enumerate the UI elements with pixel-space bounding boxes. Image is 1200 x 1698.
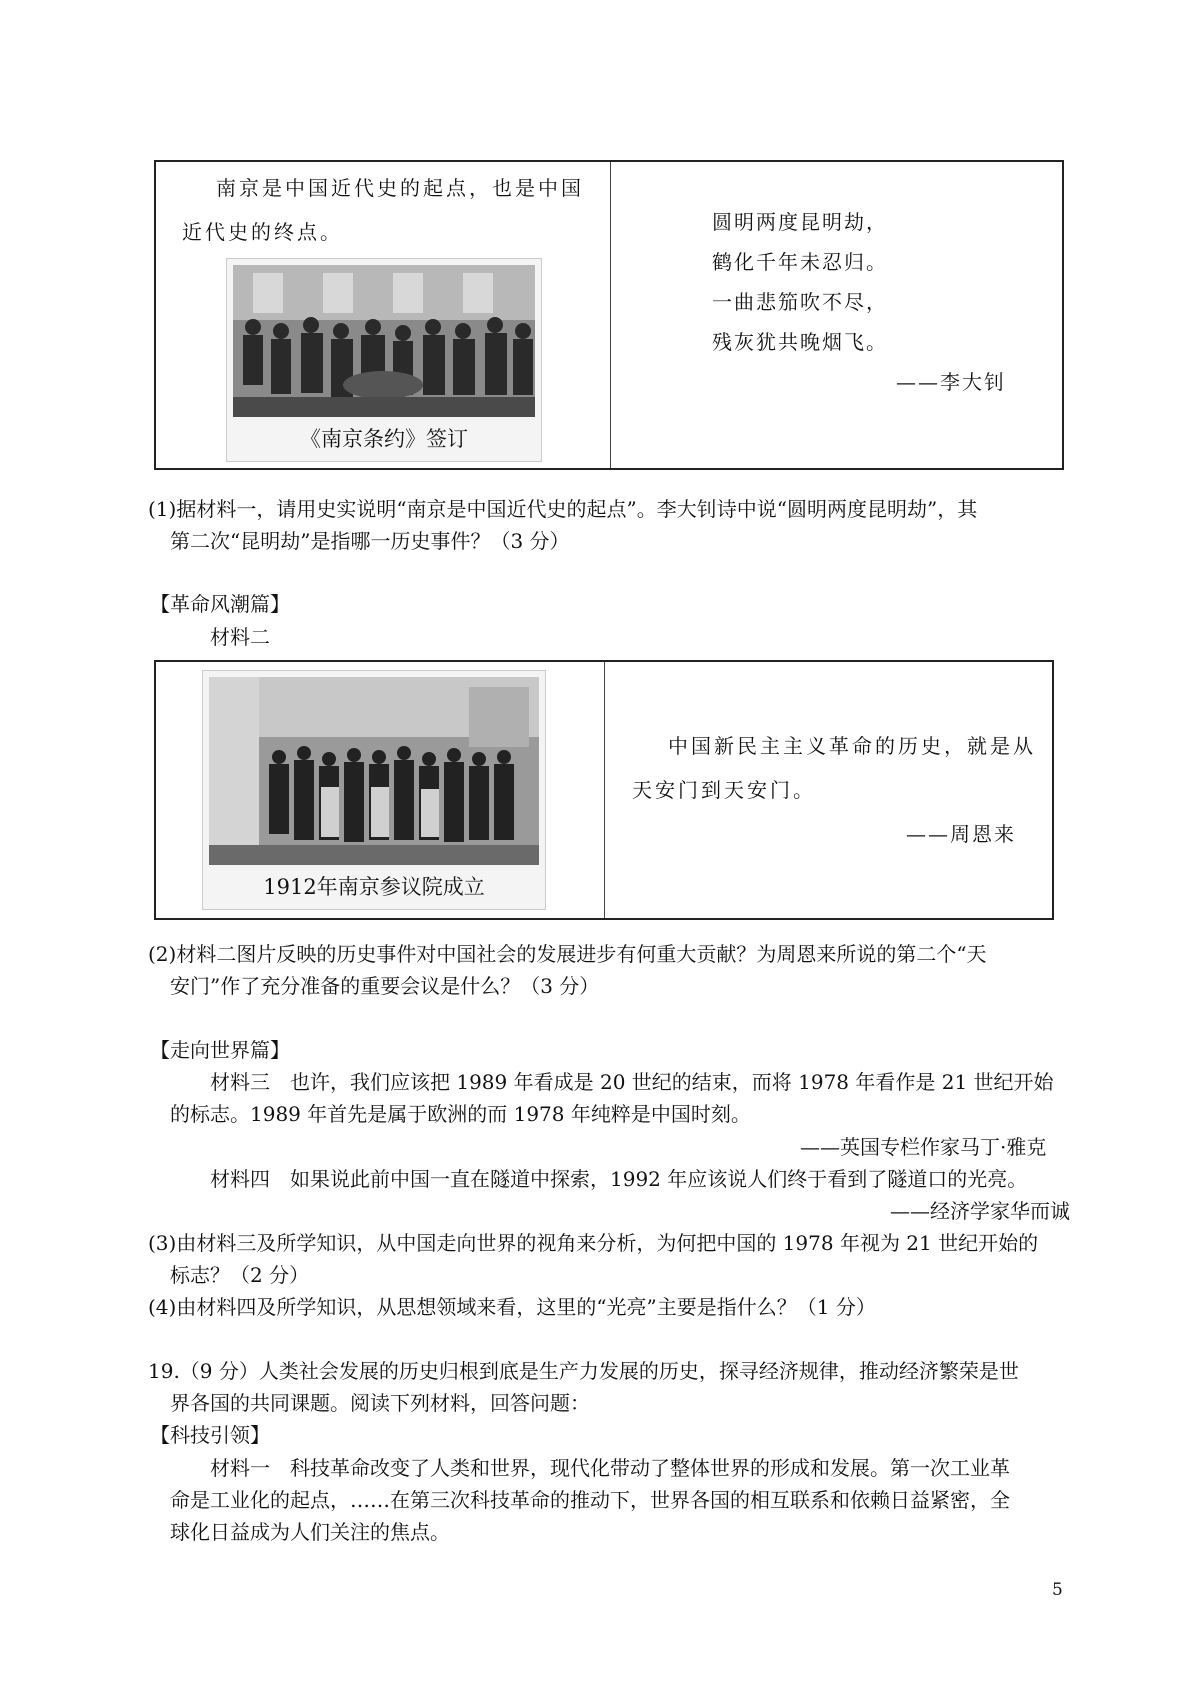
tech-material1-line3: 球化日益成为人们关注的焦点。 bbox=[170, 1520, 450, 1544]
material1-text-line1: 南京是中国近代史的起点，也是中国 bbox=[216, 176, 584, 200]
section-tech: 【科技引领】 bbox=[150, 1423, 270, 1447]
page-number: 5 bbox=[1052, 1580, 1063, 1600]
material2-divider bbox=[604, 662, 605, 918]
section-world: 【走向世界篇】 bbox=[150, 1038, 290, 1062]
q2-line2: 安门”作了充分准备的重要会议是什么？（3 分） bbox=[170, 974, 600, 998]
q1-line1: (1)据材料一，请用史实说明“南京是中国近代史的起点”。李大钊诗中说“圆明两度昆明劫”，其 bbox=[148, 497, 978, 521]
material3-author: ——英国专栏作家马丁·雅克 bbox=[800, 1135, 1047, 1159]
material4-author: ——经济学家华而诚 bbox=[890, 1199, 1070, 1223]
material2-quote-author: ——周恩来 bbox=[906, 822, 1016, 846]
material1-divider bbox=[610, 162, 611, 468]
material2-quote-line1: 中国新民主主义革命的历史，就是从 bbox=[668, 734, 1036, 758]
tech-material1-line2: 命是工业化的起点，……在第三次科技革命的推动下，世界各国的相互联系和依赖日益紧密，全 bbox=[170, 1488, 1010, 1512]
senate-photo bbox=[202, 670, 546, 910]
material3-line1: 材料三 也许，我们应该把 1989 年看成是 20 世纪的结束，而将 1978 年看作是 21 世纪开始 bbox=[210, 1070, 1054, 1094]
q2-line1: (2)材料二图片反映的历史事件对中国社会的发展进步有何重大贡献？为周恩来所说的第二个“天 bbox=[148, 942, 987, 966]
tech-material1-line1: 材料一 科技革命改变了人类和世界，现代化带动了整体世界的形成和发展。第一次工业革 bbox=[210, 1456, 1010, 1480]
material2-quote-line2: 天安门到天安门。 bbox=[632, 778, 816, 802]
q3-line2: 标志？（2 分） bbox=[170, 1263, 310, 1287]
material2-label: 材料二 bbox=[210, 625, 270, 649]
treaty-signing-image bbox=[233, 265, 535, 417]
q19-line1: 19.（9 分）人类社会发展的历史归根到底是生产力发展的历史，探寻经济规律，推动经济繁荣是世 bbox=[148, 1359, 1019, 1383]
material4-text: 材料四 如果说此前中国一直在隧道中探索，1992 年应该说人们终于看到了隧道口的光亮。 bbox=[210, 1167, 1028, 1191]
poem-line3: 一曲悲笳吹不尽， bbox=[712, 290, 888, 314]
material1-text-line2: 近代史的终点。 bbox=[182, 220, 343, 244]
material3-line2: 的标志。1989 年首先是属于欧洲的而 1978 年纯粹是中国时刻。 bbox=[170, 1102, 751, 1126]
photo-caption: 《南京条约》签订 bbox=[300, 427, 468, 451]
material2-box bbox=[154, 660, 1054, 920]
nanjing-treaty-photo bbox=[226, 258, 542, 462]
poem-author: ——李大钊 bbox=[896, 370, 1006, 394]
senate-photo-caption: 1912年南京参议院成立 bbox=[263, 875, 485, 899]
q3-line1: (3)由材料三及所学知识，从中国走向世界的视角来分析，为何把中国的 1978 年视为 21 世纪开始的 bbox=[148, 1231, 1039, 1255]
poem-line1: 圆明两度昆明劫， bbox=[712, 210, 888, 234]
q1-line2: 第二次“昆明劫”是指哪一历史事件？（3 分） bbox=[170, 529, 570, 553]
poem-line2: 鹤化千年未忍归。 bbox=[712, 250, 888, 274]
q19-line2: 界各国的共同课题。阅读下列材料，回答问题： bbox=[170, 1391, 590, 1415]
senate-image bbox=[209, 677, 539, 865]
poem-line4: 残灰犹共晚烟飞。 bbox=[712, 330, 888, 354]
section-revolution: 【革命风潮篇】 bbox=[150, 592, 290, 616]
material1-box bbox=[154, 160, 1064, 470]
q4-text: (4)由材料四及所学知识，从思想领域来看，这里的“光亮”主要是指什么？（1 分） bbox=[148, 1295, 876, 1319]
